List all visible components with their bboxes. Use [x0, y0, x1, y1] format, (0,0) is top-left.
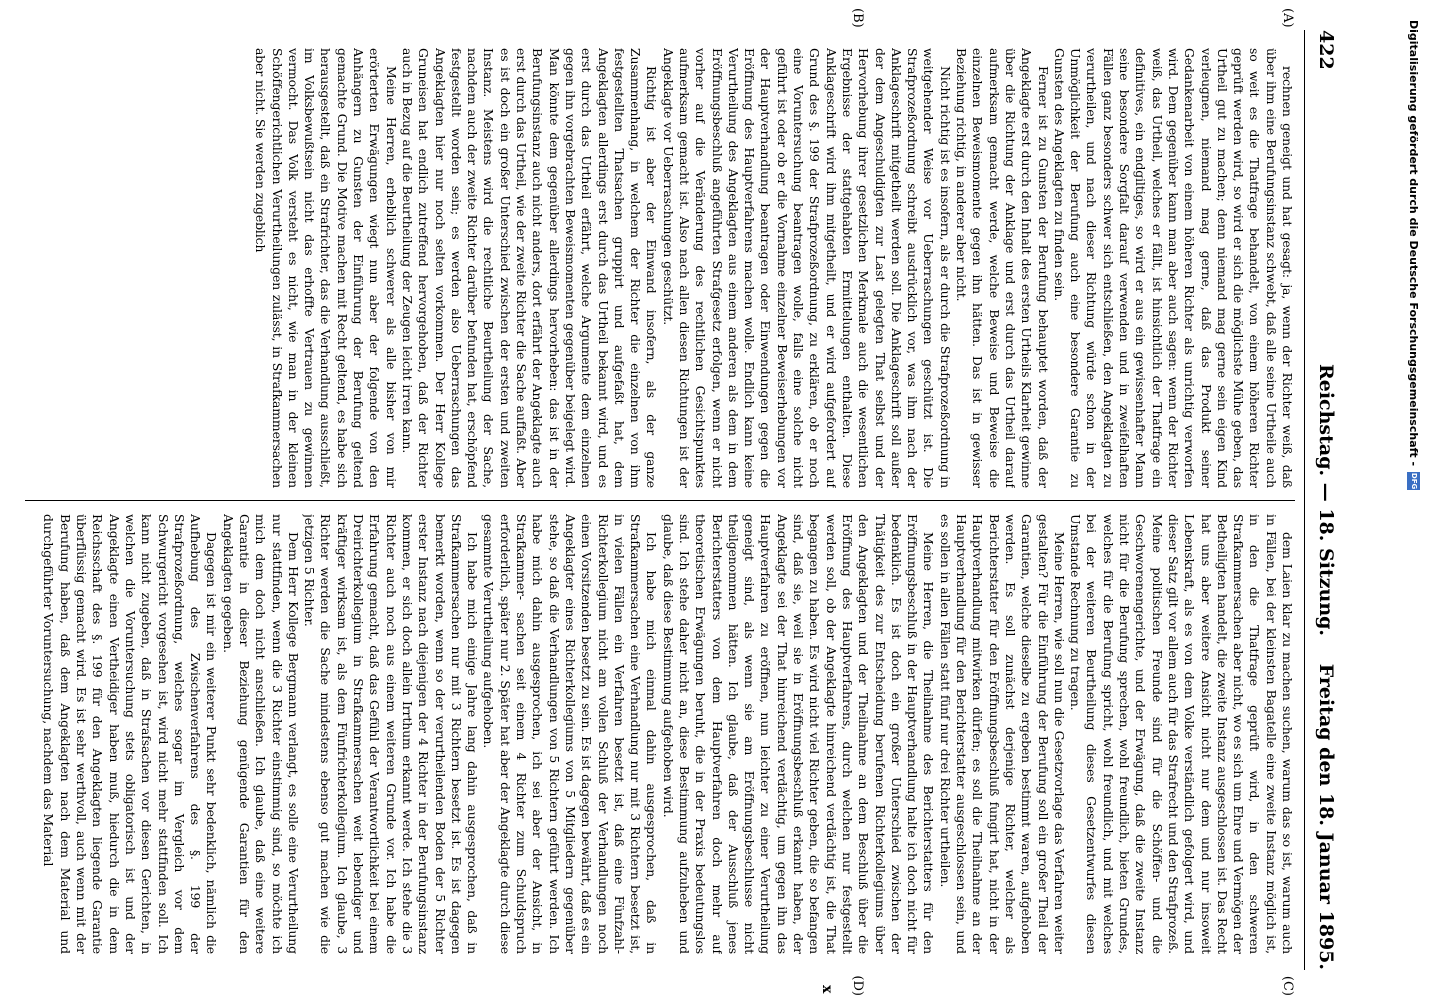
paragraph: Ich habe mich einige Jahre lang dahin ausgesprochen, daß in Strafkammersachen nur mit 3 Richtern besetzt ist. Es ist dagegen bemerkt worden, wenn so der verurtheilenden Boden der 5 Richter erster Instanz nach diejenigen der 4 Richter in der Berufungsinstanz kommen, er sich doch allein Irrthum erkannt werde. Ich stehe die 3 Richter auch noch aus einem weiteren Grunde vor. Ich habe die Erfahrung gemacht, daß das Gefühl der Verantwortlichkeit bei einem Dreirichterkollegium in Strafkammersachen weit lebendiger und kräftiger wirksam ist, als dem Fünfrichterkollegium. Ich glaube, 3 Richter werden die Sache mindestens ebenso gut machen wie die jetzigen 5 Richter.	[302, 514, 481, 954]
paragraph: Meine Herren, erheblich schwerer als alle bisher von mir erörterten Erwägungen wiegt nun aber der folgende von den Anhängern zu Gunsten der Einführung der Berufung geltend gemachte Grund. Die Motive machen mit Recht geltend, es habe sich herausgestellt, daß ein Strafrichter, das die Verhandlung ausschließt, im Volksbewußtsein nicht das erhoffte Vertrauen zu gewinnen vermocht. Das Volk versteht es nicht, wie man in der kleinen Schöffengerichtlichen Verurtheilungen zulässt, in Strafkammersachen aber nicht. Sie werden zugeblich	[253, 48, 399, 488]
paragraph: dem Laien klar zu machen suchen, warum das so ist, warum auch in Fällen, bei der kleinsten Bagatelle eine zweite Instanz möglich ist, in den die Thatfrage geprüft wird, in den schweren Strafkammersachen aber nicht, wo es sich um Ehre und Vermögen der Betheiligten handelt, die zweite Instanz ausgeschlossen ist. Das Recht hat uns aber weitere Ansicht nicht nur dem und nur insoweit Lebenskraft, als es von dem Volke verständlich gefolgert wird, und dieser Satz gilt vor allem auch für das Strafrecht und den Strafprozeß. Meine politischen Freunde sind für die Schöffen- und die Geschworenengerichte, und der Erwägung, daß die zweite Instanz nicht für die Berufung sprechen, wohl freundlich, bieten Grundes, welches für die Berufung spricht, wohl freundlich, und mit welches bei der weiteren Beurtheilung dieses Gesetzentwurfes diesen Umstande Rechnung zu tragen.	[1068, 514, 1295, 954]
paragraph: Meine Herren, wie soll nun die Gesetzvorlage das Verfahren weiter gestalten? Für die Einführung der Berufung soll ein großer Theil der Garantien, welche dieselbe zu ergeben bestimmt waren, aufgehoben werden. Es soll zunächst derjenige Richter, welcher als Berichterstatter für den Eröffnungsbeschluß fungirt hat, nicht in der Hauptverhandlung mitwirken dürfen; es soll die Theilnahme an der Hauptverhandlung für den Berichterstatter ausgeschlossen sein, und es sollen in allen Fällen statt fünf nur drei Richter urtheilen.	[937, 514, 1067, 954]
stray-mark: x	[819, 985, 835, 994]
imprint-text: Digitalisierung gefördert durch die Deutsche Forschungsgemeinschaft -	[1407, 20, 1420, 467]
paragraph: Meine Herren, die Theilnahme des Berichterstatters für den Eröffnungsbeschluß in der Hauptverhandlung halte ich doch nicht für bedenklich. Es ist doch ein großer Unterschied zwischen der Thätigkeit des zur Entscheidung berufenen Richterkollegiums über den Angeklagten und der Theilnahme an dem Beschluß über die Eröffnung des Hauptverfahrens, durch welchen nur festgestellt werden soll, ob der Angeklagte hinreichend verdächtig ist, die That begangen zu haben. Es wird nicht viel Richter geben, die so befangen sind, daß sie, weil sie in Eröffnungsbeschluß erkannt haben, der Angeklagte sei der That hinreichend verdächtig, um gegen ihn das Hauptverfahren zu eröffnen, nun leichter zu einer Verurtheilung geneigt sind, als wenn sie am Eröffnungsbeschlusse nicht theilgenommen hätten. Ich glaube, daß der Ausschluß jenes Berichterstatters von dem Hauptverfahren doch mehr auf theoretischen Erwägungen beruht, die in der Praxis bedeutungslos sind. Ich stehe daher nicht an, diese Bestimmung aufzuheben und glaube, daß diese Bestimmung aufgehoben wird.	[660, 514, 937, 954]
paragraph: Nicht richtig ist es insofern, als er durch die Strafprozeßordnung in weitgehender Weise vor Ueberraschungen geschützt ist. Die Strafprozeßordnung schreibt ausdrücklich vor, was ihm nach der Anklageschrift mitgetheilt werden soll. Die Anklageschrift soll außer der dem Angeschuldigten zur Last gelegten That selbst und der Hervorhebung ihrer gesetzlichen Merkmale auch die wesentlichen Ergebnisse der stattgehabten Ermittelungen enthalten. Diese Anklageschrift wird ihm mitgetheilt, und er wird aufgefordert auf Grund des §. 199 der Strafprozeßordnung, zu erklären, ob er noch eine Voruntersuchung beantragen wolle, falls eine solche nicht geführt ist oder ob er die Vornahme einzelner Beweiserhebungen vor der Hauptverhandlung beantragen oder Einwendungen gegen die Eröffnung des Hauptverfahrens machen wolle. Endlich kann keine Verurtheilung des Angeklagten aus einem anderen als dem in dem Eröffnungsbeschluß angeführten Strafgesetz erfolgen, wenn er nicht vorher auf die Veränderung des rechtlichen Gesichtspunktes aufmerksam gemacht ist. Also nach allen diesen Richtungen ist der Angeklagte vor Ueberraschungen geschützt.	[660, 48, 953, 488]
paragraph: Ich habe mich einmal dahin ausgesprochen, daß in Strafkammersachen eine Verhandlung nur mit 3 Richtern besetzt ist, in vielen Fällen ein Verfahren besetzt ist, daß eine Fünfzahl-Richterkollegium nicht am vollen Schluß der Verhandlungen noch einen Vorsitzenden besetzt zu sein. Es ist dagegen bewährt, daß es ein Angeklagter eines Richterkollegiums von 5 Mitgliedern gegenüber stehe, so daß die Verhandlungen von 5 Richtern geführt werden. Ich habe mich dahin ausgesprochen, ich sei aber der Ansicht, in Strafkammer- sachen seit einem 4 Richter zum Schuldspruch erforderlich, später nur 2. Später hat aber der Angeklagte durch diese gesammte Verurtheilung aufgehoben.	[481, 514, 660, 954]
paragraph: Dagegen ist mir ein weiterer Punkt sehr bedenklich, nämlich die Aufhebung des Zwischenverfahrens des §. 199 der Strafprozeßordnung, welches sogar im Vergleich vor dem Schwurgericht vorgesehen ist, wird nicht mehr stattfinden soll. Ich kann nicht zugeben, daß in Strafsachen vor diesen Gerichten, in welchen die Voruntersuchung stets obligatorisch ist und der Angeklagte einen Vertheidiger haben muß, hiedurch die in dem Reichsschaft des §. 199 für den Angeklagten liegende Garantie überflüssig gemacht wird. Es ist sehr werthvoll, auch wenn mit der Berufung haben, daß dem Angeklagten nach dem Material und durchgeführter Voruntersuchung, nachdem das Material	[41, 514, 220, 954]
header-rule	[1304, 30, 1305, 970]
margin-marker-a: (A)	[1280, 8, 1295, 28]
page-header	[1307, 30, 1337, 970]
paragraph: Ferner ist zu Gunsten der Berufung behauptet worden, daß der Angeklagte erst durch den Inhalt des ersten Urtheils Klarheit gewinne über die Richtung der Anklage und erst durch das Urtheil darauf aufmerksam gemacht werde, welche Beweise und Beweise die einzelnen Beweismomente gegen ihn hätten. Das ist in gewisser Beziehung richtig, in anderer aber nicht.	[954, 48, 1051, 488]
imprint-strip	[1395, 0, 1432, 1000]
paragraph: rechnen geneigt und hat gesagt: ja, wenn der Richter weiß, daß über ihm eine Berufungsinstanz schwebt, daß alle seine Urtheile auch so weit es die Thatfrage behandelt, von einem höheren Richter geprüft werden wird, so wird er sich die möglichste Mühe geben, das Urtheil gut zu machen; denn niemand mag gerne sein eigen Kind verleugnen, niemand mag gerne, daß das Produkt seiner Gedankenarbeit von einem höheren Richter als unrichtig verworfen wird. Dem gegenüber kann man aber auch sagen: wenn der Richter weiß, das Urtheil, welches er fällt, ist hinsichtlich der Thatfrage ein definitives, ein endgiltiges, so wird er aus ein gewissenhafter Mann seine besondere Sorgfalt darauf verwenden und in zweifelhaften Fällen ganz besonders schwer sich entschließen, den Angeklagten zu verurtheilen, und nach dieser Richtung würde schon in der Unmöglichkeit der Berufung auch eine besondere Garantie zu Gunsten des Angeklagten zu finden sein.	[1051, 48, 1295, 488]
imprint	[1395, 0, 1432, 1000]
margin-marker-d: (D)	[850, 975, 865, 996]
paragraph: Dem Herr Kollege Bergmann verlangt, es solle eine Verurtheilung nur stattfinden, wenn die 3 Richter einstimmig sind, so möchte ich mich dem doch nicht anschließen. Ich glaube, daß eine weitere Garantie in dieser Beziehung genügende Garantien für den Angeklagten gegeben.	[220, 514, 301, 954]
margin-marker-c: (C)	[1280, 975, 1295, 996]
column-divider	[25, 500, 1295, 501]
margin-marker-b: (B)	[850, 8, 865, 28]
running-head: Reichstag. — 18. Sitzung.	[1315, 363, 1337, 637]
left-column	[15, 48, 1295, 488]
dfg-logo-icon: DFG	[1407, 472, 1420, 490]
right-column	[15, 514, 1295, 954]
date-line: Freitag den 18. Januar 1895.	[1315, 663, 1337, 970]
paragraph: Richtig ist aber der Einwand insofern, als der ganze Zusammenhang, in welchem der Richter die einzelnen von ihm festgestellten Thatsachen gruppirt und aufgefaßt hat, dem Angeklagten allerdings erst durch das Urtheil bekannt wird, und es erst durch das Urtheil erfährt, welche Argumente dem einzelnen gegen ihn vorgebrachten Beweismomenten gegenüber beigelegt wird. Man könnte dem gegenüber allerdings hervorheben: das ist in der Berufungsinstanz auch nicht anders, dort erfährt der Angeklagte auch erst durch das Urtheil, wie der zweite Richter die Sache auffaßt. Aber es ist doch ein großer Unterschied zwischen der ersten und zweiten Instanz. Meistens wird die rechtliche Beurtheilung der Sache, nachdem auch der zweite Richter darüber befunden hat, erschöpfend festgestellt worden sein; es werden also Ueberraschungen das Angeklagten hier nur noch selten vorkommen. Der Herr Kollege Gruneisen hat endlich zutreffend hervorgehoben, daß der Richter auch in Bezug auf die Beurtheilung der Zeugen leicht irren kann.	[399, 48, 660, 488]
page-number: 422	[1315, 30, 1337, 70]
